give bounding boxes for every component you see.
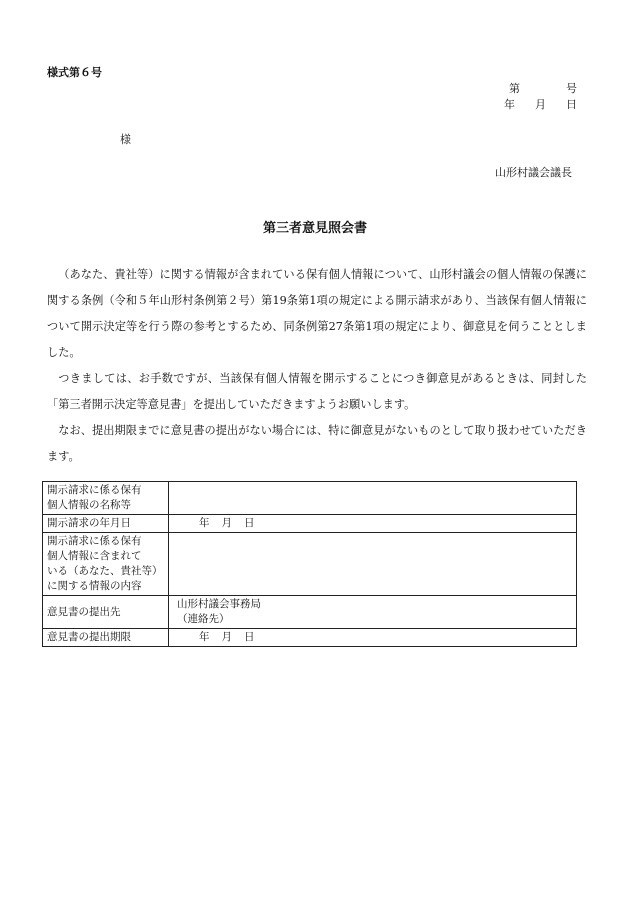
doc-no-prefix: 第	[509, 82, 520, 95]
date-day: 日	[566, 98, 577, 111]
date-day: 日	[244, 517, 255, 529]
value-line: （連絡先）	[177, 613, 230, 625]
table-label-request-info	[43, 482, 169, 515]
date-year: 年	[504, 98, 515, 111]
table-label-request-date: 開示請求の年月日	[43, 515, 169, 533]
date-month: 月	[535, 98, 546, 111]
table-row	[43, 515, 577, 533]
table-row	[43, 533, 577, 596]
document-title: 第三者意見照会書	[262, 221, 367, 236]
doc-no-suffix: 号	[566, 82, 577, 95]
table-row	[43, 629, 577, 647]
label-line: 個人情報に含まれて	[47, 550, 142, 562]
date-year: 年	[199, 631, 210, 643]
form-number: 様式第６号	[47, 66, 102, 79]
label-line: 開示請求に係る保有	[47, 484, 142, 496]
body-paragraph-1: （あなた、貴社等）に関する情報が含まれている保有個人情報について、山形村議会の個人情報の保護に関する条例（令和５年山形村条例第２号）第19条第1項の規定による開示請求があり、当該保有個人情報について開示決定等を行う際の参考とするため、同条例第27条第1項の規定により、御意見を伺うこととしました。	[47, 268, 587, 359]
table-value-submit-to	[169, 596, 577, 629]
table-value-request-info	[169, 482, 577, 515]
date-day: 日	[244, 631, 255, 643]
table-row	[43, 596, 577, 629]
document-number-line	[509, 80, 577, 96]
label-line: 開示請求に係る保有	[47, 535, 142, 547]
table-label-info-content	[43, 533, 169, 596]
addressee: 様	[120, 133, 131, 146]
label-line: に関する情報の内容	[47, 580, 142, 592]
sender: 山形村議会議長	[495, 166, 572, 179]
label-line: いる（あなた、貴社等）	[47, 565, 163, 577]
table-label-deadline: 意見書の提出期限	[43, 629, 169, 647]
table-row	[43, 482, 577, 515]
value-line: 山形村議会事務局	[177, 598, 261, 610]
label-line: 個人情報の名称等	[47, 499, 131, 511]
body-paragraph-3: なお、提出期限までに意見書の提出がない場合には、特に御意見がないものとして取り扱わせていただきます。	[47, 424, 587, 463]
body-paragraph-2: つきましては、お手数ですが、当該保有個人情報を開示することにつき御意見があるときは、同封した「第三者開示決定等意見書」を提出していただきますようお願いします。	[47, 372, 587, 411]
table-label-submit-to: 意見書の提出先	[43, 596, 169, 629]
date-year: 年	[199, 517, 210, 529]
table-value-deadline	[169, 629, 577, 647]
date-line	[504, 96, 577, 112]
body-text	[47, 262, 587, 470]
date-month: 月	[221, 517, 232, 529]
info-table	[42, 481, 577, 647]
date-month: 月	[221, 631, 232, 643]
table-value-info-content	[169, 533, 577, 596]
table-value-request-date	[169, 515, 577, 533]
